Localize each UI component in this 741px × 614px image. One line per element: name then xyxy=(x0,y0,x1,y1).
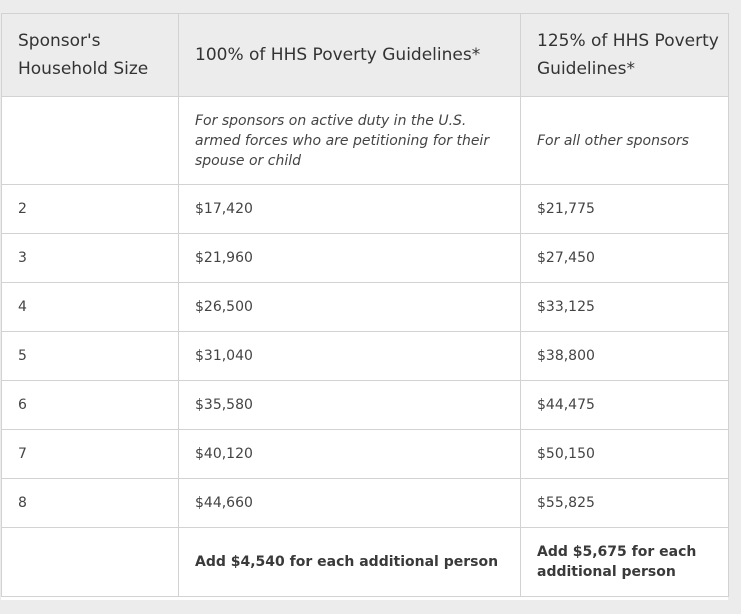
household-size-cell: 7 xyxy=(2,430,179,479)
header-125-percent: 125% of HHS Poverty Guidelines* xyxy=(521,14,729,97)
guideline-100-cell: $44,660 xyxy=(179,479,521,528)
description-100-percent: For sponsors on active duty in the U.S. armed forces who are petitioning for their spouse or child xyxy=(179,97,521,185)
table-row xyxy=(2,430,729,479)
guideline-100-cell: $21,960 xyxy=(179,234,521,283)
guideline-125-cell: $55,825 xyxy=(521,479,729,528)
household-size-cell: 4 xyxy=(2,283,179,332)
guideline-100-cell: $35,580 xyxy=(179,381,521,430)
guideline-125-cell: $50,150 xyxy=(521,430,729,479)
guideline-125-cell: $38,800 xyxy=(521,332,729,381)
description-household-size xyxy=(2,97,179,185)
header-row xyxy=(2,14,729,97)
household-size-cell: 5 xyxy=(2,332,179,381)
guideline-100-cell: $17,420 xyxy=(179,185,521,234)
household-size-cell: 8 xyxy=(2,479,179,528)
table-row xyxy=(2,283,729,332)
guideline-100-cell: $31,040 xyxy=(179,332,521,381)
header-household-size: Sponsor's Household Size xyxy=(2,14,179,97)
header-100-percent: 100% of HHS Poverty Guidelines* xyxy=(179,14,521,97)
poverty-guidelines-table xyxy=(1,13,729,597)
additional-person-100-note: Add $4,540 for each additional person xyxy=(179,528,521,597)
description-row xyxy=(2,97,729,185)
household-size-cell: 6 xyxy=(2,381,179,430)
household-size-cell: 3 xyxy=(2,234,179,283)
table-row xyxy=(2,185,729,234)
additional-person-125-note: Add $5,675 for each additional person xyxy=(521,528,729,597)
guideline-125-cell: $44,475 xyxy=(521,381,729,430)
table-row xyxy=(2,479,729,528)
poverty-guidelines-table-container xyxy=(1,13,728,600)
guideline-125-cell: $27,450 xyxy=(521,234,729,283)
additional-person-row xyxy=(2,528,729,597)
guideline-100-cell: $40,120 xyxy=(179,430,521,479)
footer-household-size xyxy=(2,528,179,597)
table-row xyxy=(2,234,729,283)
household-size-cell: 2 xyxy=(2,185,179,234)
guideline-125-cell: $33,125 xyxy=(521,283,729,332)
guideline-100-cell: $26,500 xyxy=(179,283,521,332)
description-125-percent: For all other sponsors xyxy=(521,97,729,185)
guideline-125-cell: $21,775 xyxy=(521,185,729,234)
table-row xyxy=(2,332,729,381)
table-row xyxy=(2,381,729,430)
